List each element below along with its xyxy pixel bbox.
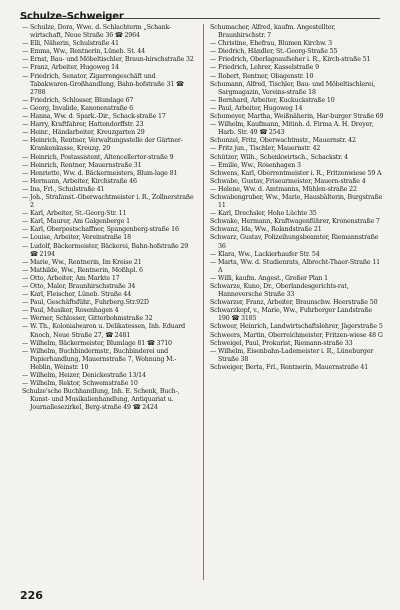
directory-entry: — Paul, Arbeiter, Hugoweg 14 [210,104,303,112]
directory-entry: — Karl, Drechsler, Hohe Lüchte 35 [210,210,317,218]
directory-entry: — Wilhelm, Bäckermeister, Blumlage 81 ☎ 3710 [22,339,172,347]
directory-entry: Schwake, Hermann, Kraftwagenführer, Kronenstraße 7 [210,218,380,226]
directory-entry: — Elli, Näherin, Schulstraße 41 [22,40,119,48]
directory-entry: — Friedrich, Senator, Zigarrengeschäft und Tabakwaren-Großhandlung, Bahn-hofstraße 31 ☎ 2788 [22,72,184,96]
directory-entry: — Paul, Geschäftsführ., Fuhrberg.Str.92D [22,299,149,307]
column-divider [203,24,204,580]
directory-entry: — Karl, Fleischer, Lüneb. Straße 44 [22,291,132,299]
directory-entry: — Robert, Rentner, Obagenstr. 10 [210,72,314,80]
directory-entry: Schunzel, Fritz, Oberwachtmstr., Mauernstr. 42 [210,137,356,145]
directory-entry: — Ernst, Bau- und Möbeltischler, Braun-hirschstraße 32 [22,56,194,64]
directory-entry: — Friedrich, Lehrer, Kasselstraße 9 [210,64,319,72]
directory-entry: — Wilhelm, Buchbindermstr., Buchbinderei und Papierhandlung, Mauernstraße 7, Wohnung M.-Heblin, Weinstr. 10 [22,347,177,371]
directory-entry: — Otto, Maler, Braunhirschstraße 34 [22,283,136,290]
directory-entry: — Werner, Schlosser, Gitterbohmstraße 32 [22,315,153,323]
directory-entry: Schweer, Heinrich, Landwirtschaftslehrer, Jägerstraße 5 [210,323,383,331]
directory-entry: — Otto, Arbeiter, Am Markte 17 [22,274,120,282]
directory-entry: — Heinrich, Rentner, Verwaltungsstelle der Gärtner-Krankenkasse, Kreuzg. 20 [22,137,183,153]
running-head: Schulze–Schweiger [20,11,124,22]
directory-entry: Schwabengruber, Ww., Marie, Hausbälterin, Burgstraße 11 [210,193,383,210]
directory-entry: Schweers, Martin, Oberreichmeister, Fritzen-wiese 48 G [210,331,383,339]
directory-entry: — Fritz jun., Tischler, Mauernstr. 42 [210,145,321,153]
directory-entry: — Karl, Maurer, Am Galgenberge 1 [22,218,130,226]
directory-entry: — W. Th., Kolonialwaren u. Delikatessen, Inh. Eduard Knoch, Neue Straße 27, ☎ 2481 [22,323,186,339]
directory-entry: — Karl, Oberpostschaffner, Spangenberg-straße 16 [22,226,179,234]
directory-entry: — Diedrich, Händler, St.-Georg-Straße 55 [210,48,338,56]
directory-entry: — Klara, Ww., Lackierhaufer Str. 54 [210,250,320,258]
directory-entry: Schwarzer, Franz, Arbeiter, Braunschw. Heerstraße 50 [210,299,378,307]
directory-entry: — Heinrich, Rentner, Mauernstraße 31 [22,161,142,169]
directory-entry: — Wilhelm, Kaufmann, Mitinh. d. Firma A. H. Dreyer, Harb. Str. 49 ☎ 2543 [210,121,374,137]
directory-entry: — Emilie, Ww., Rosenhagen 3 [210,161,301,169]
directory-entry: — Marta, Ww. d. Studienrats, Albrecht-Thaer-Straße 11 A [210,258,381,274]
directory-entry: — Christine, Ehefrau, Blumen Kirchw. 3 [210,40,333,48]
directory-entry: — Mathilde, Ww., Rentnerin, Moßhpl. 6 [22,266,143,274]
directory-entry: — Schulze, Dora, Wwe. d. Schlachterm „Schank-wirtschaft, Neue Straße 36 ☎ 2964 [22,24,172,40]
directory-entry: — Friedrich, Schlosser, Blumlage 67 [22,96,134,104]
directory-entry: — Harry, Kraftfahrer, Hattendorffstr. 23 [22,121,144,129]
directory-entry: Schumeyer, Martha, Weißnäherin, Har-burger Straße 69 [210,113,384,121]
page-header [20,4,380,22]
directory-entry: — Willi, kaufm. Angest., Großer Plan 1 [210,274,328,282]
directory-entry: — Ludolf, Bäckermeister, Bäckerei, Bahn-hofstraße 29 ☎ 2194 [22,242,189,258]
page-number: 226 [20,589,43,602]
directory-entry: — Helene, Ww. d. Amtmanns, Mühlen-straße 22 [210,185,357,193]
directory-entry: Schweigel, Paul, Prokurist, Riemann-straße 33 [210,339,353,347]
directory-entry: — Heinrich, Postassistent, Altencellertor-straße 9 [22,153,174,161]
directory-entry: — Heinr., Händarbeiter, Kreuzgarten 29 [22,129,145,137]
directory-entry: — Louise, Arbeiter, Vereinstraße 18 [22,234,131,242]
directory-entry: Schumacher, Alfred, kaufm. Angestellter, Braunhirschstr. 7 [210,24,336,40]
directory-entry: — Joh., Strafanst.-Oberwachtmeister i. R., Zollnerstraße 2 [22,193,194,210]
directory-entry: — Georg, Invalide, Kanonenstraße 6 [22,104,134,112]
directory-entry: — Hanna, Ww. d. Spark.-Dir., Schack-straße 17 [22,113,166,121]
directory-entry: — Bernhard, Arbeiter, Kuckuckstraße 10 [210,96,335,104]
directory-entry: — Friedrich, Oberlagoaufseher i. R., Kirch-straße 51 [210,56,371,64]
directory-entry: — Marie, Ww., Rentnerin, Im Kreise 21 [22,258,142,266]
directory-entry: — Emma, Ww., Rentnerin, Lüneb. St. 44 [22,48,145,56]
directory-entry: — Paul, Musiker, Rosenhagen 4 [22,307,119,315]
directory-entry: Schwens, Karl, Oberrentmeister i. R., Fritzenwiese 59 A [210,169,382,177]
directory-entry: Schwanz, Ida, Ww., Rolandstraße 21 [210,226,322,234]
directory-entry: Schulze'sche Buchhandlung, Inh. E. Schenk, Buch-, Kunst- und Musikalienhandlung, Antiquariat u. Journallesezirkel, Berg-straße 49 ☎ 2424 [22,388,180,412]
left-column [22,24,196,584]
directory-entry: Schwarz, Gustav, Polizeihungsbeamter, Riemannstraße 36 [210,234,379,250]
directory-entry: Schweiger, Berta, Frl., Rentnerin, Mauernstraße 41 [210,363,369,371]
directory-entry: Schwarzkopf, v., Marie, Ww., Fuhrberger Landstraße 190 ☎ 3185 [210,307,373,323]
directory-entry: — Karl, Arbeiter, St.-Georg-Str. 11 [22,210,127,218]
directory-entry: Schumann, Alfred, Tischler, Bau- und Möbeltischlerei, Sargmagazin, Vereins-straße 18 [210,80,376,96]
directory-entry: Schwabe, Gustav, Friseurmeister, Mauern-straße 4 [210,177,366,185]
directory-entry: — Wilhelm, Heizer, Denickestraße 13/14 [22,372,146,380]
directory-entry: — Franz, Arbeiter, Hugoweg 14 [22,64,119,72]
directory-entry: — Hermann, Arbeiter, Kirchstraße 46 [22,177,137,185]
directory-entry: — Wilhelm, Rektor, Schwemstraße 10 [22,380,138,388]
directory-entry: Schützer, Wilh., Schenkwirtsch., Schackstr. 4 [210,153,348,161]
directory-entry: — Henriette, Ww. d. Bäckermeisters, Blum-lage 81 [22,169,178,177]
directory-entry: — Ina, Frl., Schulstraße 41 [22,185,105,193]
right-column [210,24,384,584]
directory-entry: — Wilhelm, Eisenbahn-Lademeister i. R., Lüneburger Straße 38 [210,347,374,363]
directory-entry: Schwarze, Kuno, Dr., Oberlandesgerichts-rat, Hannoversche Straße 33 [210,283,349,299]
